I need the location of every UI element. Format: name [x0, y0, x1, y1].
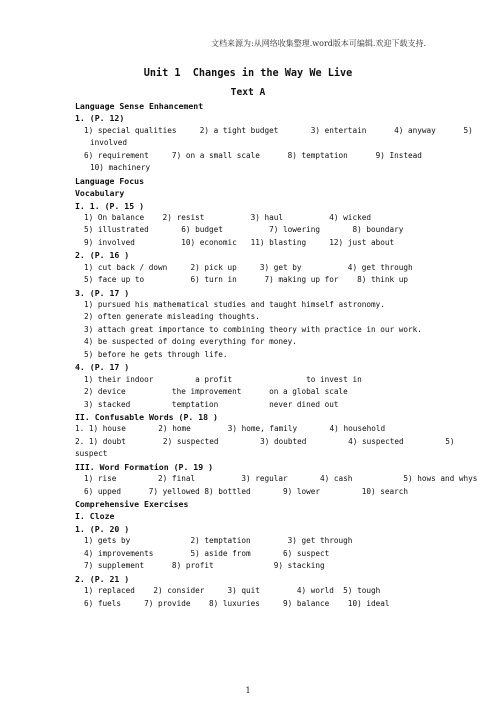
- answer-line: 1) rise 2) final 3) regular 4) cash 5) hows and whys: [84, 474, 478, 484]
- answer-line: 5) illustrated 6) budget 7) lowering 8) boundary: [84, 225, 404, 235]
- document-body: [75, 100, 478, 610]
- answer-line: 1) On balance 2) resist 3) haul 4) wicked: [84, 212, 371, 222]
- answer-line: 5) face up to 6) turn in 7) making up for 8) think up: [84, 275, 408, 285]
- answer-line: 7) supplement 8) profit 9) stacking: [84, 561, 325, 571]
- answer-line: 3) attach great importance to combining theory with practice in our work.: [84, 324, 422, 334]
- answer-line: 4) improvements 5) aside from 6) suspect: [84, 548, 330, 558]
- section-heading: III. Word Formation (P. 19 ): [75, 461, 214, 472]
- section-heading: Language Sense Enhancement: [75, 101, 204, 111]
- answer-line: 1. 1) house 2) home 3) home, family 4) household: [75, 424, 386, 434]
- answer-line: 4) be suspected of doing everything for money.: [84, 337, 297, 347]
- section-heading: 3. (P. 17 ): [75, 287, 130, 298]
- section-heading: Vocabulary: [75, 188, 125, 199]
- answer-line: 1) special qualities 2) a tight budget 3) entertain 4) anyway 5): [84, 125, 473, 135]
- section-heading: II. Confusable Words (P. 18 ): [75, 411, 218, 422]
- answer-line: 3) stacked temptation never dined out: [84, 399, 339, 409]
- section-heading: I. Cloze: [75, 511, 115, 522]
- section-heading: 4. (P. 17 ): [75, 362, 130, 373]
- answer-line: 1) cut back / down 2) pick up 3) get by 4) get through: [84, 262, 413, 272]
- section-heading: 2. (P. 21 ): [75, 573, 130, 584]
- answer-line: 2) device the improvement on a global scale: [84, 387, 348, 397]
- answer-line: involved: [90, 138, 128, 148]
- page-number: 1: [245, 686, 251, 695]
- section-heading: 2. (P. 16 ): [75, 250, 130, 261]
- answer-line: 5) before he gets through life.: [84, 349, 228, 359]
- answer-line: 2) often generate misleading thoughts.: [84, 312, 260, 322]
- section-heading: Comprehensive Exercises: [75, 499, 189, 509]
- section-heading: I. 1. (P. 15 ): [75, 200, 145, 211]
- answer-line: 6) fuels 7) provide 8) luxuries 9) balance 10) ideal: [84, 598, 390, 608]
- section-heading: 1. (P. 12): [75, 113, 125, 124]
- answer-line: 6) upped 7) yellowed 8) bottled 9) lower 10) search: [84, 486, 408, 496]
- answer-line: 1) gets by 2) temptation 3) get through: [84, 536, 353, 546]
- section-heading: Language Focus: [75, 175, 145, 186]
- answer-line: 6) requirement 7) on a small scale 8) temptation 9) Instead: [84, 150, 422, 160]
- answer-line: 2. 1) doubt 2) suspected 3) doubted 4) suspected 5): [75, 436, 455, 446]
- answer-line: 1) their indoor a profit to invest in: [84, 374, 362, 384]
- header-note: 文档来源为:从网络收集整理.word版本可编辑.欢迎下载支持.: [211, 39, 426, 48]
- page-title: Unit 1 Changes in the Way We Live: [143, 68, 353, 79]
- page-subtitle: Text A: [230, 87, 266, 98]
- answer-line: 1) pursued his mathematical studies and taught himself astronomy.: [84, 300, 385, 309]
- section-heading: 1. (P. 20 ): [75, 523, 130, 534]
- answer-line: 10) machinery: [90, 163, 151, 173]
- answer-line: 9) involved 10) economic 11) blasting 12) just about: [84, 237, 395, 247]
- answer-line: suspect: [75, 449, 108, 459]
- answer-line: 1) replaced 2) consider 3) quit 4) world 5) tough: [84, 586, 381, 596]
